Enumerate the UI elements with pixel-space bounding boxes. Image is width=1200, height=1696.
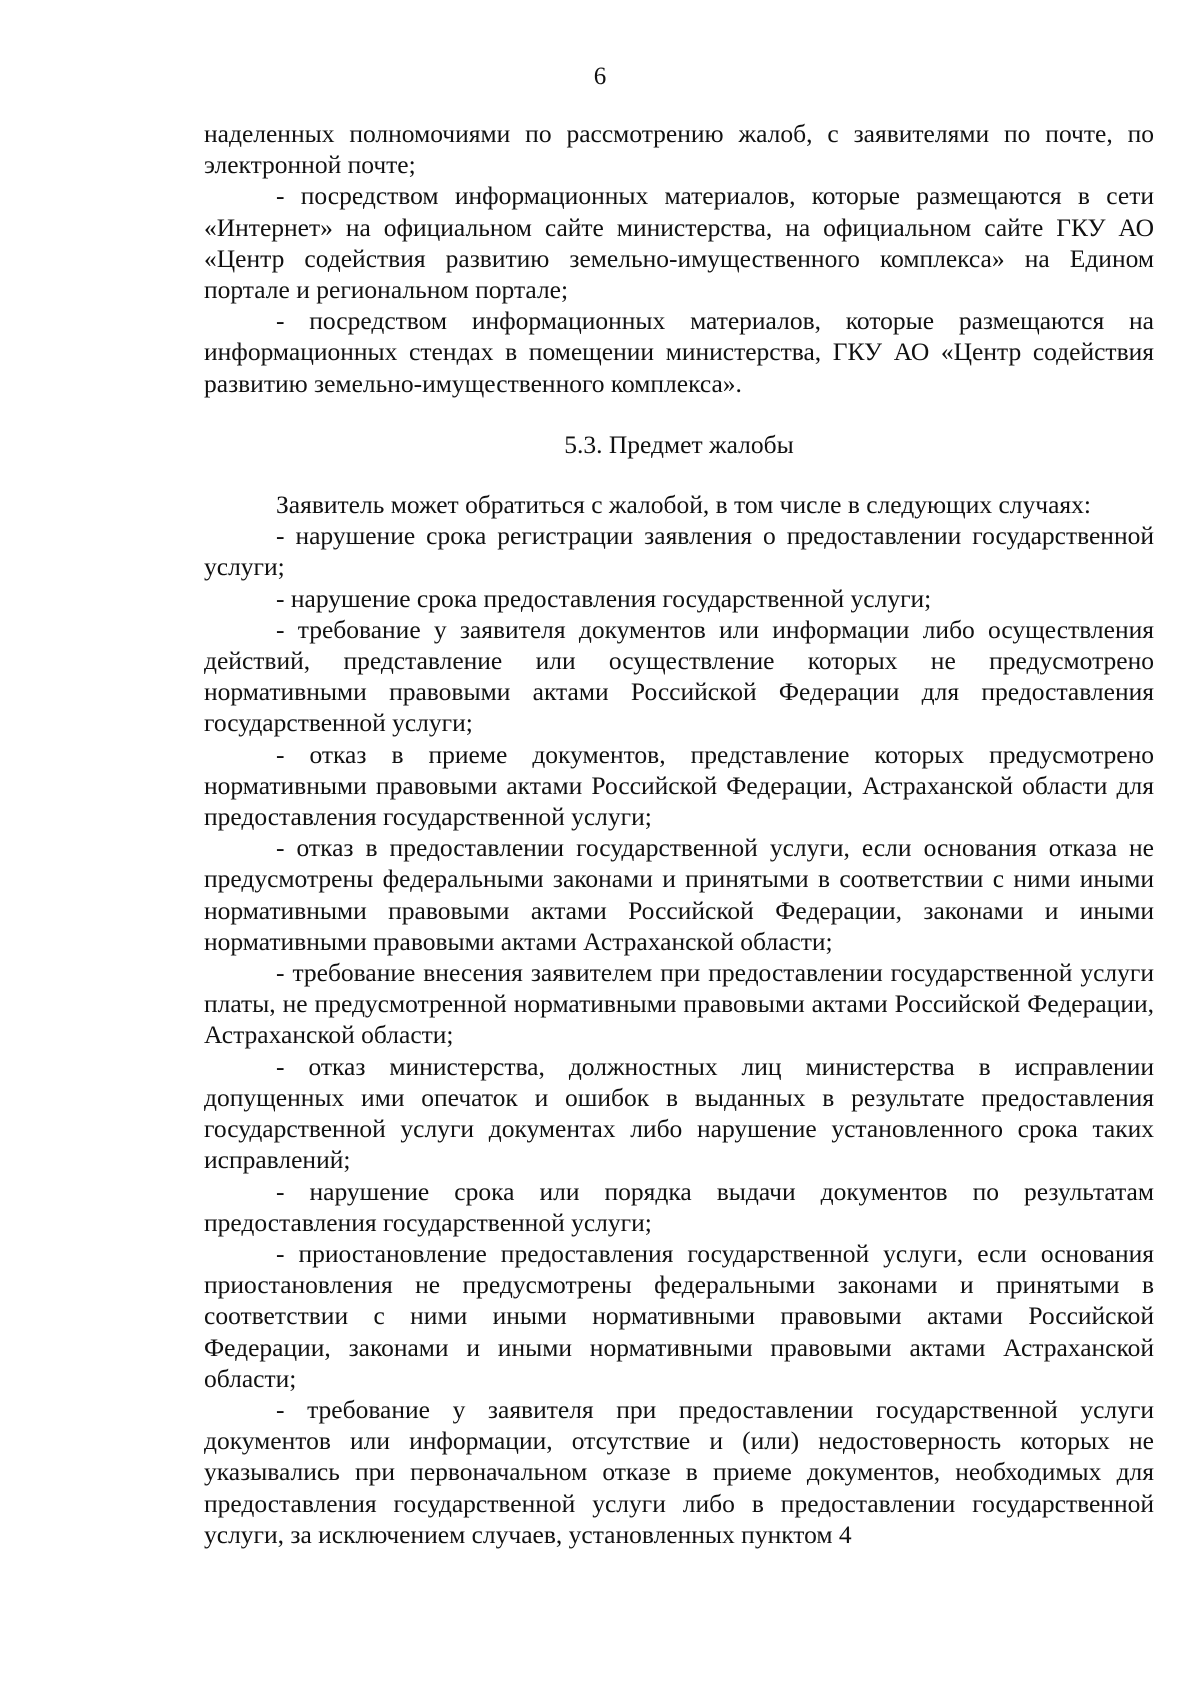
paragraph-intro: Заявитель может обратиться с жалобой, в том числе в следующих случаях:	[276, 490, 1091, 520]
paragraph-item: - нарушение срока предоставления государственной услуги;	[276, 583, 932, 613]
paragraph-item: - отказ в приеме документов, представление которых предусмотрено нормативными правовыми актами Российской Федерации, Астраханской области для предоставления государственной услуги;	[204, 739, 1154, 832]
paragraph-item: - приостановление предоставления государственной услуги, если основания приостановления не предусмотрены федеральными законами и принятыми в соответствии с ними иными нормативными правовыми актами Российской Федерации, законами и иными нормативными правовыми актами Астраханской области;	[204, 1238, 1154, 1393]
page-number: 6	[593, 63, 607, 90]
section-heading: 5.3. Предмет жалобы	[564, 429, 794, 459]
paragraph-item: - нарушение срока или порядка выдачи документов по результатам предоставления государственной услуги;	[204, 1176, 1154, 1237]
paragraph-item: - нарушение срока регистрации заявления о предоставлении государственной услуги;	[204, 521, 1154, 582]
paragraph-item: - требование внесения заявителем при предоставлении государственной услуги платы, не предусмотренной нормативными правовыми актами Российской Федерации, Астраханской области;	[204, 958, 1154, 1050]
document-body	[204, 118, 1154, 1550]
paragraph-continuation: наделенных полномочиями по рассмотрению жалоб, с заявителями по почте, по электронной почте;	[204, 119, 1154, 180]
paragraph-item: - отказ министерства, должностных лиц министерства в исправлении допущенных ими опечаток и ошибок в выданных в результате предоставления государственной услуги документах либо нарушение установленного срока таких исправлений;	[204, 1051, 1154, 1175]
paragraph-item: - отказ в предоставлении государственной услуги, если основания отказа не предусмотрены федеральными законами и принятыми в соответствии с ними иными нормативными правовыми актами Российской Федерации, законами и иными нормативными правовыми актами Астраханской области;	[204, 833, 1154, 956]
paragraph-item: - посредством информационных материалов, которые размещаются в сети «Интернет» на официальном сайте министерства, на официальном сайте ГКУ АО «Центр содействия развитию земельно-имущественного комплекса» на Едином портале и региональном портале;	[204, 181, 1154, 305]
paragraph-item: - требование у заявителя документов или информации либо осуществления действий, представление или осуществление которых не предусмотрено нормативными правовыми актами Российской Федерации для предоставления государственной услуги;	[204, 614, 1154, 738]
paragraph-item: - посредством информационных материалов, которые размещаются на информационных стендах в помещении министерства, ГКУ АО «Центр содействия развитию земельно-имущественного комплекса».	[204, 306, 1154, 398]
paragraph-item: - требование у заявителя при предоставлении государственной услуги документов или информации, отсутствие и (или) недостоверность которых не указывались при первоначальном отказе в приеме документов, необходимых для предоставления государственной услуги либо в предоставлении государственной услуги, за исключением случаев, установленных пунктом 4	[204, 1394, 1154, 1549]
